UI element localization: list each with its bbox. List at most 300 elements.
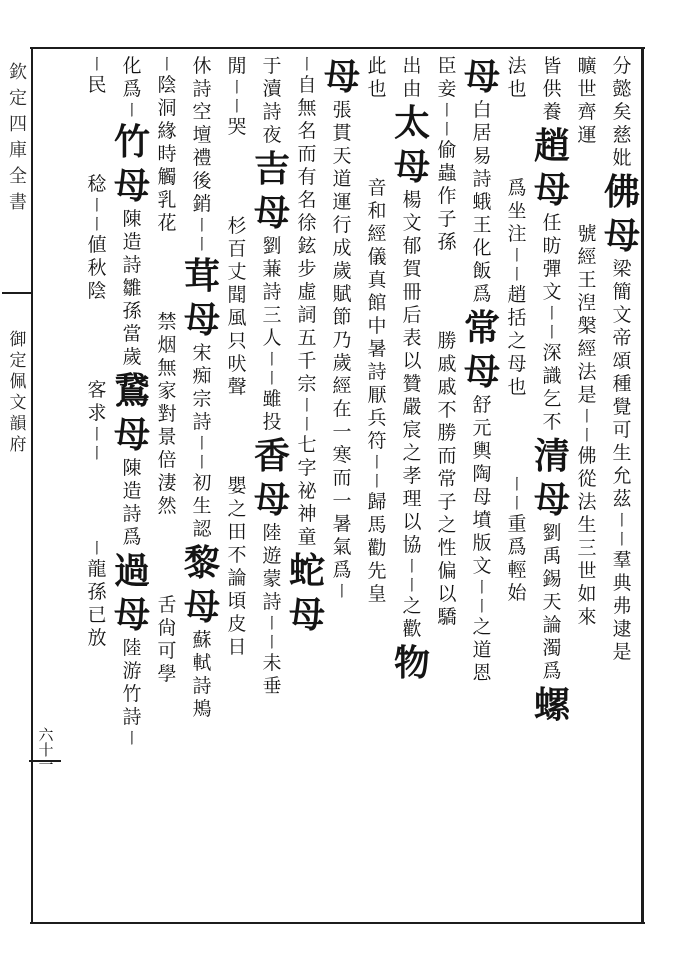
glyph: 淒	[157, 472, 177, 494]
glyph: 懿	[612, 78, 632, 100]
glyph: 丨	[159, 55, 175, 73]
glyph: 昉	[542, 235, 562, 257]
glyph: 禮	[192, 147, 212, 169]
glyph: 投	[262, 411, 282, 433]
glyph: 丨	[509, 475, 525, 493]
top-border	[30, 47, 645, 49]
glyph: 齊	[577, 101, 597, 123]
glyph: 造	[122, 480, 142, 502]
glyph: 徐	[297, 212, 317, 234]
headword	[184, 541, 220, 629]
glyph: 母	[253, 479, 290, 521]
glyph: 歲	[332, 352, 352, 374]
glyph: 常	[437, 468, 457, 490]
glyph: 文	[472, 555, 492, 577]
glyph: 游	[122, 660, 142, 682]
glyph: 之	[402, 595, 422, 617]
glyph: 節	[332, 306, 352, 328]
annotation	[472, 394, 491, 685]
annotation	[472, 99, 491, 306]
glyph: 名	[297, 189, 317, 211]
glyph: 瀆	[262, 78, 282, 100]
glyph: 逮	[612, 618, 632, 640]
glyph: 詩	[262, 281, 282, 303]
glyph: 府	[9, 435, 27, 455]
glyph: 嬰	[227, 475, 247, 497]
glyph: 佛	[603, 171, 640, 213]
glyph: 之	[472, 616, 492, 638]
glyph: 偏	[437, 560, 457, 582]
headword	[534, 124, 570, 212]
glyph: 以	[437, 583, 457, 605]
glyph: 恩	[472, 662, 492, 684]
glyph: 世	[577, 560, 597, 582]
glyph: 緣	[157, 120, 177, 142]
glyph: 五	[297, 327, 317, 349]
glyph: 丨	[229, 78, 245, 96]
glyph: 在	[332, 398, 352, 420]
annotation	[227, 475, 246, 659]
glyph: 詩	[262, 101, 282, 123]
glyph: 無	[297, 97, 317, 119]
annotation	[507, 177, 526, 399]
glyph: 館	[367, 292, 387, 314]
glyph: 時	[157, 143, 177, 165]
glyph: 經	[577, 246, 597, 268]
glyph: 丨	[194, 453, 210, 471]
glyph: 夜	[262, 124, 282, 146]
annotation	[437, 55, 456, 254]
glyph: 尙	[157, 617, 177, 639]
annotation	[192, 342, 211, 541]
glyph: 梁	[612, 258, 632, 280]
glyph: 一	[38, 756, 54, 774]
glyph: 歲	[332, 260, 352, 282]
glyph: 賀	[402, 258, 422, 280]
headword	[114, 369, 150, 457]
glyph: 后	[402, 304, 422, 326]
glyph: 丨	[89, 539, 105, 557]
glyph: 湼	[577, 292, 597, 314]
headword	[254, 434, 290, 522]
glyph: 清	[533, 435, 570, 477]
glyph: 乃	[332, 329, 352, 351]
glyph: 定	[9, 88, 27, 109]
glyph: 槃	[577, 315, 597, 337]
glyph: 母	[533, 479, 570, 521]
glyph: 茲	[612, 488, 632, 510]
headword	[324, 55, 360, 99]
glyph: 爲	[472, 283, 492, 305]
glyph: 丨	[544, 323, 560, 341]
glyph: 王	[577, 269, 597, 291]
glyph: 分	[612, 55, 632, 77]
glyph: 名	[297, 120, 317, 142]
glyph: 三	[577, 537, 597, 559]
glyph: 楊	[402, 189, 422, 211]
glyph: 法	[507, 55, 527, 77]
annotation	[612, 258, 631, 664]
glyph: 無	[157, 357, 177, 379]
glyph: 之	[402, 442, 422, 464]
glyph: 丨	[439, 120, 455, 138]
glyph: 運	[577, 124, 597, 146]
glyph: 深	[542, 342, 562, 364]
glyph: 丨	[579, 407, 595, 425]
glyph: 舌	[157, 594, 177, 616]
glyph: 皆	[542, 55, 562, 77]
annotation	[402, 189, 421, 641]
glyph: 真	[367, 269, 387, 291]
glyph: 丈	[227, 261, 247, 283]
glyph: 只	[227, 330, 247, 352]
glyph: 弗	[612, 595, 632, 617]
glyph: 而	[297, 143, 317, 165]
glyph: 母	[183, 586, 220, 628]
glyph: 宗	[192, 388, 212, 410]
glyph: 童	[297, 526, 317, 548]
glyph: 中	[367, 315, 387, 337]
glyph: 于	[262, 55, 282, 77]
glyph: 濁	[542, 637, 562, 659]
glyph: 丨	[509, 246, 525, 264]
glyph: 杉	[227, 215, 247, 237]
glyph: 經	[577, 338, 597, 360]
glyph: 母	[533, 169, 570, 211]
glyph: 七	[297, 434, 317, 456]
glyph: 賦	[332, 283, 352, 305]
glyph: 未	[262, 652, 282, 674]
book-title	[5, 330, 31, 456]
annotation	[87, 539, 106, 650]
glyph: 詩	[192, 675, 212, 697]
glyph: 三	[262, 304, 282, 326]
glyph: 母	[463, 56, 500, 98]
glyph: 烟	[157, 334, 177, 356]
glyph: 出	[402, 55, 422, 77]
glyph: 孫	[122, 300, 142, 322]
glyph: 而	[437, 445, 457, 467]
glyph: 陸	[122, 637, 142, 659]
glyph: 人	[262, 327, 282, 349]
annotation	[542, 522, 561, 683]
glyph: 種	[612, 373, 632, 395]
glyph: 天	[542, 591, 562, 613]
glyph: 四	[9, 114, 27, 135]
glyph: 化	[472, 237, 492, 259]
glyph: 認	[192, 518, 212, 540]
glyph: 竹	[122, 683, 142, 705]
glyph: 丨	[194, 434, 210, 452]
headword	[464, 55, 500, 99]
glyph: 運	[332, 191, 352, 213]
glyph: 馬	[367, 514, 387, 536]
glyph: 蟲	[437, 162, 457, 184]
glyph: 乳	[157, 189, 177, 211]
glyph: 張	[332, 99, 352, 121]
glyph: 爲	[507, 177, 527, 199]
glyph: 初	[192, 472, 212, 494]
glyph: 十	[38, 741, 54, 759]
annotation	[507, 475, 526, 605]
glyph: 儀	[367, 246, 387, 268]
glyph: 痴	[192, 365, 212, 387]
glyph: 定	[9, 351, 27, 371]
glyph: 詩	[192, 78, 212, 100]
glyph: 貫	[332, 122, 352, 144]
glyph: 詩	[472, 168, 492, 190]
glyph: 學	[157, 663, 177, 685]
margin-rule	[31, 47, 33, 924]
annotation	[192, 55, 211, 254]
glyph: 母	[113, 414, 150, 456]
glyph: 爲	[122, 78, 142, 100]
glyph: 陳	[122, 457, 142, 479]
glyph: 丨	[439, 101, 455, 119]
bottom-border	[30, 922, 645, 924]
glyph: 螺	[533, 684, 570, 726]
glyph: 皮	[227, 613, 247, 635]
glyph: 法	[577, 491, 597, 513]
glyph: 有	[297, 166, 317, 188]
glyph: 舒	[472, 394, 492, 416]
glyph: 居	[472, 122, 492, 144]
glyph: 一	[332, 421, 352, 443]
glyph: 乞	[542, 388, 562, 410]
glyph: 已	[87, 604, 107, 626]
glyph: 客	[87, 379, 107, 401]
glyph: 過	[113, 550, 150, 592]
glyph: 號	[577, 223, 597, 245]
annotation	[262, 55, 281, 147]
glyph: 母	[463, 351, 500, 393]
glyph: 母	[288, 594, 325, 636]
annotation	[227, 215, 246, 399]
glyph: 竹	[113, 121, 150, 163]
glyph: 坐	[507, 200, 527, 222]
glyph: 而	[332, 467, 352, 489]
glyph: 彈	[542, 258, 562, 280]
glyph: 詩	[367, 361, 387, 383]
headword	[114, 549, 150, 637]
glyph: 爲	[507, 536, 527, 558]
glyph: 母	[113, 594, 150, 636]
glyph: 銷	[192, 193, 212, 215]
glyph: 宋	[192, 342, 212, 364]
glyph: 倍	[157, 449, 177, 471]
glyph: 丨	[124, 729, 140, 747]
glyph: 文	[612, 304, 632, 326]
glyph: 庫	[9, 140, 27, 161]
glyph: 妣	[612, 147, 632, 169]
glyph: 可	[612, 419, 632, 441]
glyph: 母	[113, 165, 150, 207]
glyph: 陸	[262, 522, 282, 544]
headword	[184, 254, 220, 342]
glyph: 母	[393, 146, 430, 188]
glyph: 常	[463, 307, 500, 349]
glyph: 蘇	[192, 629, 212, 651]
glyph: 之	[227, 498, 247, 520]
glyph: 香	[253, 435, 290, 477]
glyph: 以	[402, 511, 422, 533]
glyph: 贊	[402, 373, 422, 395]
glyph: 暑	[332, 513, 352, 535]
annotation	[157, 55, 176, 235]
glyph: 輿	[472, 440, 492, 462]
glyph: 丨	[474, 597, 490, 615]
glyph: 偷	[437, 139, 457, 161]
glyph: 羣	[612, 549, 632, 571]
glyph: 民	[87, 74, 107, 96]
glyph: 丨	[404, 576, 420, 594]
glyph: 丨	[264, 350, 280, 368]
glyph: 丨	[369, 453, 385, 471]
glyph: 壇	[192, 124, 212, 146]
glyph: 劉	[262, 235, 282, 257]
annotation	[612, 55, 631, 170]
annotation	[157, 311, 176, 518]
text-column	[75, 55, 119, 915]
headword	[534, 683, 570, 727]
glyph: 鉉	[297, 235, 317, 257]
glyph: 墳	[472, 509, 492, 531]
glyph: 元	[472, 417, 492, 439]
glyph: 蛾	[472, 191, 492, 213]
glyph: 帝	[612, 327, 632, 349]
glyph: 禁	[157, 311, 177, 333]
glyph: 歲	[122, 346, 142, 368]
glyph: 孫	[437, 231, 457, 253]
glyph: 不	[542, 411, 562, 433]
glyph: 丨	[404, 557, 420, 575]
glyph: 臣	[437, 55, 457, 77]
glyph: 丨	[194, 235, 210, 253]
glyph: 王	[472, 214, 492, 236]
glyph: 佛	[577, 445, 597, 467]
glyph: 養	[542, 101, 562, 123]
glyph: 爲	[542, 660, 562, 682]
glyph: 田	[227, 521, 247, 543]
glyph: 閒	[227, 55, 247, 77]
glyph: 生	[612, 442, 632, 464]
glyph: 化	[122, 55, 142, 77]
glyph: 皇	[367, 583, 387, 605]
glyph: 丨	[89, 215, 105, 233]
glyph: 欽	[9, 62, 27, 83]
glyph: 冊	[402, 281, 422, 303]
glyph: 丨	[509, 494, 525, 512]
annotation	[192, 629, 211, 721]
glyph: 丨	[369, 472, 385, 490]
glyph: 秋	[87, 257, 107, 279]
glyph: 休	[192, 55, 212, 77]
annotation	[577, 223, 596, 629]
glyph: 丨	[614, 530, 630, 548]
glyph: 日	[227, 636, 247, 658]
glyph: 也	[367, 78, 387, 100]
glyph: 丨	[474, 578, 490, 596]
glyph: 音	[367, 177, 387, 199]
annotation	[507, 55, 526, 101]
glyph: 母	[507, 353, 527, 375]
glyph: 丨	[544, 304, 560, 322]
glyph: 禹	[542, 545, 562, 567]
glyph: 鴂	[192, 698, 212, 720]
glyph: 作	[437, 185, 457, 207]
glyph: 母	[253, 192, 290, 234]
glyph: 造	[122, 231, 142, 253]
glyph: 丨	[299, 415, 315, 433]
glyph: 龍	[87, 558, 107, 580]
glyph: 宗	[297, 373, 317, 395]
glyph: 茸	[183, 255, 220, 297]
annotation	[122, 637, 141, 748]
glyph: 垂	[262, 675, 282, 697]
glyph: 易	[472, 145, 492, 167]
glyph: 觸	[157, 166, 177, 188]
glyph: 蒙	[262, 568, 282, 590]
glyph: 之	[437, 514, 457, 536]
glyph: 聲	[227, 376, 247, 398]
annotation	[87, 173, 106, 303]
glyph: 丨	[614, 511, 630, 529]
glyph: 注	[507, 223, 527, 245]
glyph: 版	[472, 532, 492, 554]
annotation	[262, 522, 281, 698]
glyph: 虛	[297, 281, 317, 303]
glyph: 由	[402, 78, 422, 100]
glyph: 吠	[227, 353, 247, 375]
glyph: 道	[332, 168, 352, 190]
glyph: 生	[577, 514, 597, 536]
annotation	[542, 55, 561, 124]
glyph: 孝	[402, 465, 422, 487]
annotation	[87, 55, 106, 97]
annotation	[332, 99, 351, 601]
glyph: 法	[577, 361, 597, 383]
headword	[534, 434, 570, 522]
glyph: 表	[402, 327, 422, 349]
glyph: 孫	[87, 581, 107, 603]
glyph: 成	[332, 237, 352, 259]
glyph: 詩	[262, 591, 282, 613]
glyph: 母	[183, 299, 220, 341]
glyph: 求	[87, 402, 107, 424]
glyph: 子	[437, 491, 457, 513]
glyph: 家	[157, 380, 177, 402]
headword	[254, 147, 290, 235]
glyph: 勸	[367, 537, 387, 559]
glyph: 佩	[9, 372, 27, 392]
glyph: 對	[157, 403, 177, 425]
glyph: 後	[192, 170, 212, 192]
glyph: 簡	[612, 281, 632, 303]
glyph: 也	[507, 376, 527, 398]
headword	[394, 101, 430, 189]
glyph: 祕	[297, 480, 317, 502]
glyph: 陰	[157, 74, 177, 96]
glyph: 哭	[227, 116, 247, 138]
glyph: 劉	[542, 522, 562, 544]
annotation	[577, 55, 596, 147]
glyph: 雖	[262, 388, 282, 410]
glyph: 物	[393, 642, 430, 684]
glyph: 世	[577, 78, 597, 100]
glyph: 母	[472, 486, 492, 508]
glyph: 丨	[264, 633, 280, 651]
glyph: 詞	[297, 304, 317, 326]
